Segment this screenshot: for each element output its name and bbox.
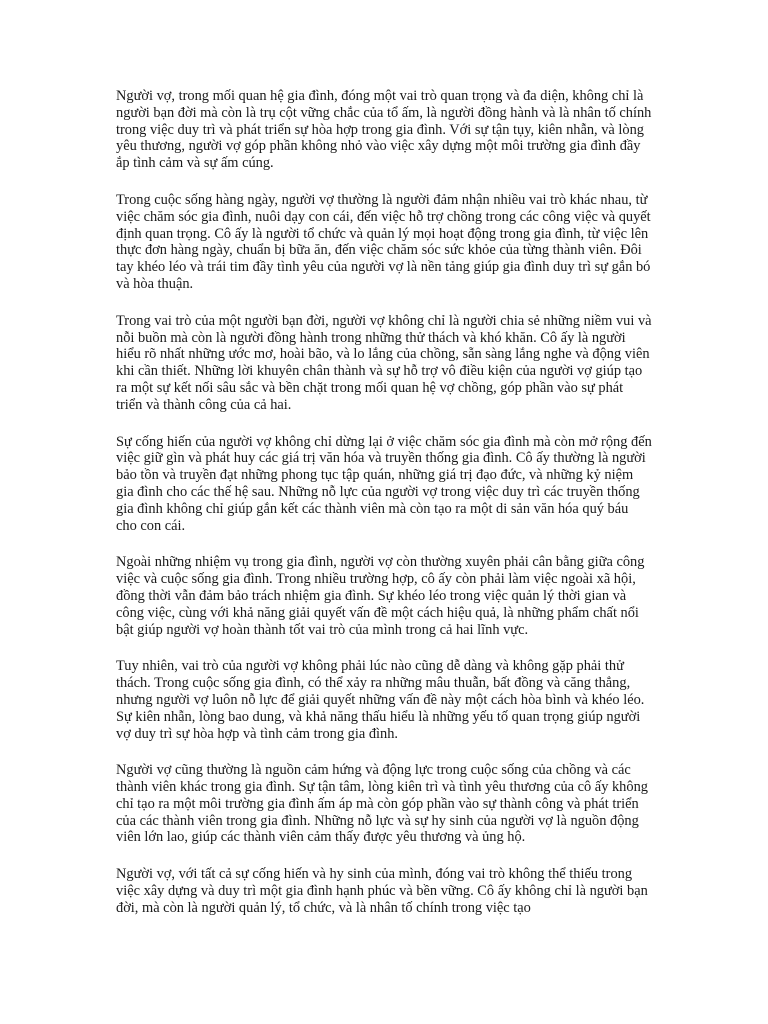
document-page	[116, 88, 652, 937]
paragraph-6: Tuy nhiên, vai trò của người vợ không phải lúc nào cũng dễ dàng và không gặp phải thử thách. Trong cuộc sống gia đình, có thể xảy ra những mâu thuẫn, bất đồng và căng thẳng, nhưng người vợ luôn nỗ lực để giải quyết những vấn đề này một cách hòa bình và khéo léo. Sự kiên nhẫn, lòng bao dung, và khả năng thấu hiểu là những yếu tố quan trọng giúp người vợ duy trì sự hòa hợp và tình cảm trong gia đình.	[116, 658, 645, 742]
paragraph-1: Người vợ, trong mối quan hệ gia đình, đóng một vai trò quan trọng và đa diện, không chỉ là người bạn đời mà còn là trụ cột vững chắc của tổ ấm, là người đồng hành và là nhân tố chính trong việc duy trì và phát triển sự hòa hợp trong gia đình. Với sự tận tụy, kiên nhẫn, và lòng yêu thương, người vợ góp phần không nhỏ vào việc xây dựng một môi trường gia đình đầy ắp tình cảm và sự ấm cúng.	[116, 88, 652, 172]
paragraph-2: Trong cuộc sống hàng ngày, người vợ thường là người đảm nhận nhiều vai trò khác nhau, từ việc chăm sóc gia đình, nuôi dạy con cái, đến việc hỗ trợ chồng trong các công việc và quyết định quan trọng. Cô ấy là người tổ chức và quản lý mọi hoạt động trong gia đình, từ việc lên thực đơn hàng ngày, chuẩn bị bữa ăn, đến việc chăm sóc sức khỏe của từng thành viên. Đôi tay khéo léo và trái tim đầy tình yêu của người vợ là nền tảng giúp gia đình duy trì sự gắn bó và hòa thuận.	[116, 191, 651, 292]
paragraph-5: Ngoài những nhiệm vụ trong gia đình, người vợ còn thường xuyên phải cân bằng giữa công việc và cuộc sống gia đình. Trong nhiều trường hợp, cô ấy còn phải làm việc ngoài xã hội, đồng thời vẫn đảm bảo trách nhiệm gia đình. Sự khéo léo trong việc quản lý thời gian và công việc, cùng với khả năng giải quyết vấn đề một cách hiệu quả, là những phẩm chất nổi bật giúp người vợ hoàn thành tốt vai trò của mình trong cả hai lĩnh vực.	[116, 554, 645, 638]
paragraph-3: Trong vai trò của một người bạn đời, người vợ không chỉ là người chia sẻ những niềm vui và nỗi buồn mà còn là người đồng hành trong những thử thách và khó khăn. Cô ấy là người hiểu rõ nhất những ước mơ, hoài bão, và lo lắng của chồng, sẵn sàng lắng nghe và động viên khi cần thiết. Những lời khuyên chân thành và sự hỗ trợ vô điều kiện của người vợ giúp tạo ra một sự kết nối sâu sắc và bền chặt trong mối quan hệ vợ chồng, góp phần vào sự phát triển và thành công của cả hai.	[116, 312, 652, 413]
paragraph-8: Người vợ, với tất cả sự cống hiến và hy sinh của mình, đóng vai trò không thể thiếu trong việc xây dựng và duy trì một gia đình hạnh phúc và bền vững. Cô ấy không chỉ là người bạn đời, mà còn là người quản lý, tổ chức, và là nhân tố chính trong việc tạo	[116, 866, 648, 916]
paragraph-4: Sự cống hiến của người vợ không chỉ dừng lại ở việc chăm sóc gia đình mà còn mở rộng đến việc giữ gìn và phát huy các giá trị văn hóa và truyền thống gia đình. Cô ấy thường là người bảo tồn và truyền đạt những phong tục tập quán, những giá trị đạo đức, và những kỷ niệm gia đình cho các thế hệ sau. Những nỗ lực của người vợ trong việc duy trì các truyền thống gia đình không chỉ giúp gắn kết các thành viên mà còn tạo ra một di sản văn hóa quý báu cho con cái.	[116, 433, 652, 534]
paragraph-7: Người vợ cũng thường là nguồn cảm hứng và động lực trong cuộc sống của chồng và các thành viên khác trong gia đình. Sự tận tâm, lòng kiên trì và tình yêu thương của cô ấy không chỉ tạo ra một môi trường gia đình ấm áp mà còn góp phần vào sự thành công và phát triển của các thành viên trong gia đình. Những nỗ lực và sự hy sinh của người vợ là nguồn động viên lớn lao, giúp các thành viên cảm thấy được yêu thương và ủng hộ.	[116, 762, 648, 846]
